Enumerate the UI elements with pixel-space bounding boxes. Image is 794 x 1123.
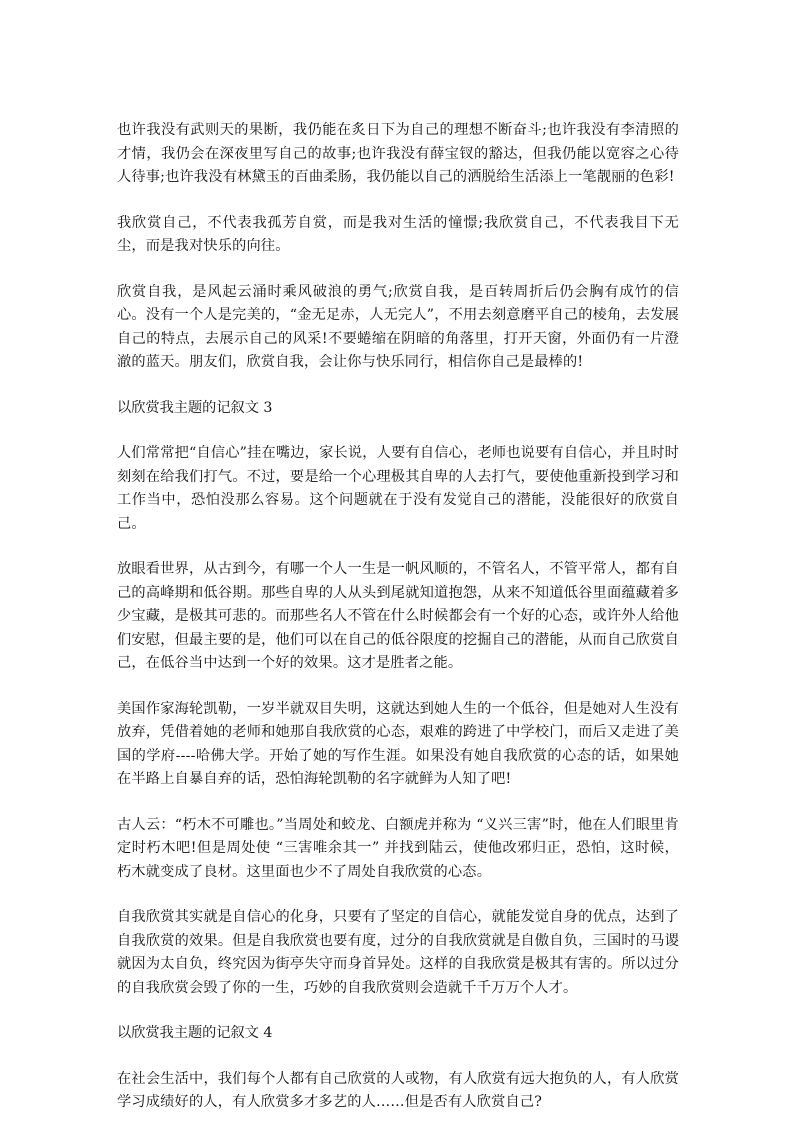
paragraph: 美国作家海轮凯勒，一岁半就双目失明，这就达到她人生的一个低谷，但是她对人生没有放弃，凭借着她的老师和她那自我欣赏的心态，艰难的跨进了中学校门，而后又走进了美国的学府----哈佛大学。开始了她的写作生涯。如果没有她自我欣赏的心态的话，如果她在半路上自暴自弃的话，恐怕海轮凯勒的名字就鲜为人知了吧! bbox=[117, 700, 679, 787]
paragraph: 我欣赏自己，不代表我孤芳自赏，而是我对生活的憧憬;我欣赏自己，不代表我目下无尘，而是我对快乐的向往。 bbox=[117, 214, 679, 254]
paragraph: 放眼看世界，从古到今，有哪一个人一生是一帆风顺的，不管名人，不管平常人，都有自己的高峰期和低谷期。那些自卑的人从头到尾就知道抱怨，从来不知道低谷里面蕴藏着多少宝藏，是极其可悲的。而那些名人不管在什么时候都会有一个好的心态，或许外人给他们安慰，但最主要的是，他们可以在自己的低谷限度的挖掘自己的潜能，从而自己欣赏自己，在低谷当中达到一个好的效果。这才是胜者之能。 bbox=[117, 561, 679, 671]
paragraph: 欣赏自我，是风起云涌时乘风破浪的勇气;欣赏自我，是百转周折后仍会胸有成竹的信心。没有一个人是完美的，“金无足赤，人无完人”，不用去刻意磨平自己的棱角，去发展自己的特点，去展示自己的风采!不要蜷缩在阴暗的角落里，打开天窗，外面仍有一片澄澈的蓝天。朋友们，欣赏自我，会让你与快乐同行，相信你自己是最棒的! bbox=[117, 283, 679, 370]
section-heading: 以欣赏我主题的记叙文 4 bbox=[117, 1025, 273, 1041]
paragraph-gap bbox=[117, 884, 679, 906]
paragraph-gap bbox=[117, 1046, 679, 1068]
paragraph-gap bbox=[117, 676, 679, 698]
paragraph-gap bbox=[117, 190, 679, 212]
paragraph-gap bbox=[117, 259, 679, 281]
paragraph-gap bbox=[117, 375, 679, 397]
paragraph-gap bbox=[117, 536, 679, 558]
paragraph: 在社会生活中，我们每个人都有自己欣赏的人或物，有人欣赏有远大抱负的人，有人欣赏学习成绩好的人，有人欣赏多才多艺的人……但是否有人欣赏自己? bbox=[117, 1070, 679, 1110]
paragraph-gap bbox=[117, 792, 679, 814]
section-heading: 以欣赏我主题的记叙文 3 bbox=[117, 399, 273, 416]
paragraph: 古人云：“朽木不可雕也。”当周处和蛟龙、白额虎并称为 “义兴三害”时，他在人们眼里肯定时朽木吧!但是周处使 “三害唯余其一” 并找到陆云，使他改邪归正，恐怕，这时候，朽木就变成了良材。这里面也少不了周处自我欣赏的心态。 bbox=[117, 816, 679, 880]
paragraph-gap bbox=[117, 1000, 679, 1022]
document-body bbox=[117, 119, 679, 1115]
paragraph: 人们常常把“自信心”挂在嘴边，家长说，人要有自信心，老师也说要有自信心，并且时时刻刻在给我们打气。不过，要是给一个心理极其自卑的人去打气，要使他重新投到学习和工作当中，恐怕没那么容易。这个问题就在于没有发觉自己的潜能，没能很好的欣赏自己。 bbox=[117, 445, 679, 532]
paragraph: 自我欣赏其实就是自信心的化身，只要有了坚定的自信心，就能发觉自身的优点，达到了自我欣赏的效果。但是自我欣赏也要有度，过分的自我欣赏就是自傲自负，三国时的马谡就因为太自负，终究因为街亭失守而身首异处。这样的自我欣赏是极其有害的。所以过分的自我欣赏会毁了你的一生，巧妙的自我欣赏则会造就千千万万个人才。 bbox=[117, 909, 679, 996]
paragraph: 也许我没有武则天的果断，我仍能在炙日下为自己的理想不断奋斗;也许我没有李清照的才情，我仍会在深夜里写自己的故事;也许我没有薛宝钗的豁达，但我仍能以宽容之心待人待事;也许我没有林黛玉的百曲柔肠，我仍能以自己的洒脱给生活添上一笔靓丽的色彩! bbox=[117, 122, 679, 185]
paragraph-gap bbox=[117, 420, 679, 442]
